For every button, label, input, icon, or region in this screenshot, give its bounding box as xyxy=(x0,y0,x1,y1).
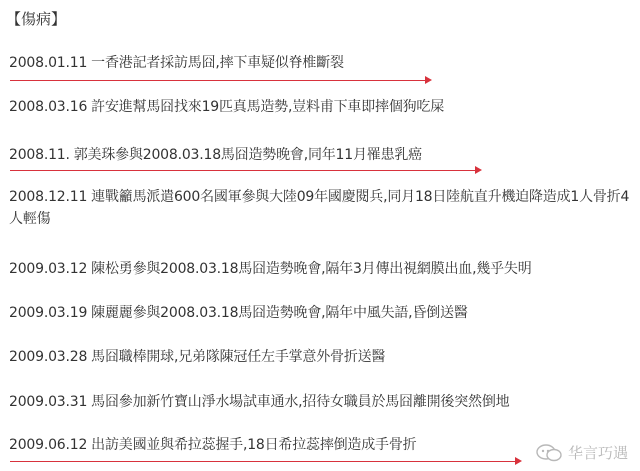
list-item xyxy=(9,302,631,324)
entry-date: 2009.06.12 xyxy=(9,437,88,453)
red-underline-arrow xyxy=(10,80,430,81)
entry-date: 2009.03.12 xyxy=(9,261,88,277)
list-item xyxy=(9,144,631,166)
entry-text: 陳松勇參與2008.03.18馬囧造勢晚會,隔年3月傳出視網膜出血,幾乎失明 xyxy=(91,261,532,277)
entry-date: 2008.11. xyxy=(9,147,70,163)
entry-text: 馬囧參加新竹寶山淨水場試車通水,招待女職員於馬囧離開後突然倒地 xyxy=(91,394,510,410)
entry-text: 一香港記者採訪馬囧,摔下車疑似脊椎斷裂 xyxy=(91,55,344,71)
entry-date: 2009.03.19 xyxy=(9,305,88,321)
list-item xyxy=(9,186,631,230)
entry-date: 2009.03.28 xyxy=(9,349,88,365)
chat-bubble-icon xyxy=(536,444,562,462)
red-underline-arrow xyxy=(10,461,520,462)
section-heading: 【傷病】 xyxy=(6,10,67,28)
entry-date: 2009.03.31 xyxy=(9,394,88,410)
list-item xyxy=(9,346,631,368)
entry-text: 連戰籲馬派遣600名國軍參與大陸09年國慶閱兵,同月18日陸航直升機迫降造成1人骨折4人輕傷 xyxy=(9,189,630,227)
red-underline-arrow xyxy=(10,170,480,171)
list-item xyxy=(9,96,631,118)
entry-date: 2008.01.11 xyxy=(9,55,88,71)
list-item xyxy=(9,391,631,413)
entry-text: 陳麗麗參與2008.03.18馬囧造勢晚會,隔年中風失語,昏倒送醫 xyxy=(91,305,468,321)
list-item xyxy=(9,258,631,280)
entry-date: 2008.12.11 xyxy=(9,189,88,205)
entry-text: 許安進幫馬囧找來19匹真馬造勢,豈料甫下車即摔個狗吃屎 xyxy=(91,99,445,115)
entry-date: 2008.03.16 xyxy=(9,99,88,115)
watermark xyxy=(536,442,628,463)
entry-text: 郭美珠參與2008.03.18馬囧造勢晚會,同年11月罹患乳癌 xyxy=(73,147,422,163)
watermark-text: 华言巧遇 xyxy=(567,444,628,462)
entry-text: 馬囧職棒開球,兄弟隊陳冠任左手掌意外骨折送醫 xyxy=(91,349,386,365)
list-item xyxy=(9,52,631,74)
entry-text: 出訪美國並與希拉蕊握手,18日希拉蕊摔倒造成手骨折 xyxy=(91,437,417,453)
